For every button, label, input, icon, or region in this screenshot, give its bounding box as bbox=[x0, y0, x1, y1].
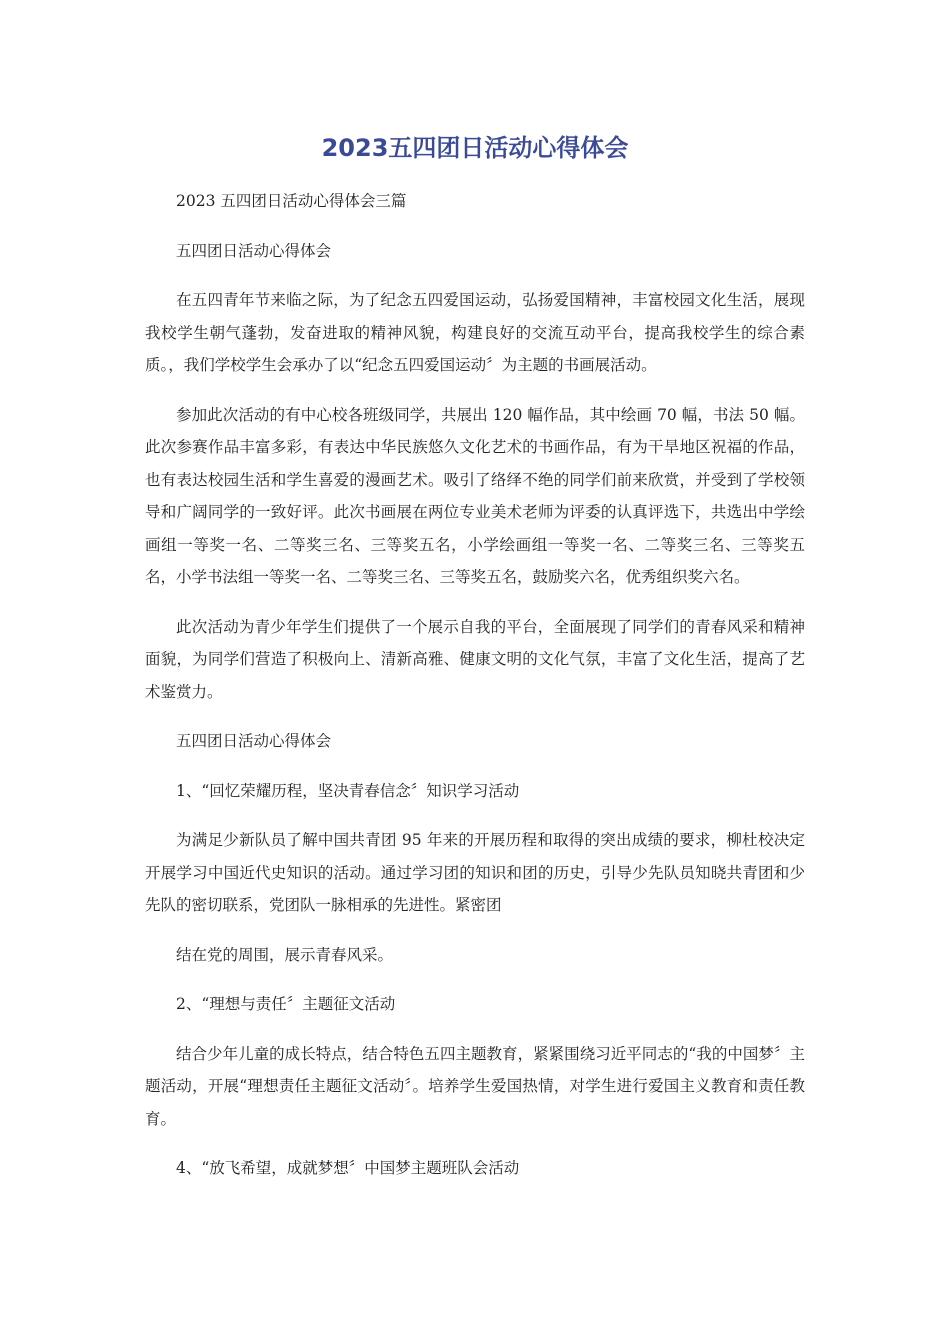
paragraph: 参加此次活动的有中心校各班级同学，共展出 120 幅作品，其中绘画 70 幅，书法 50 幅。此次参赛作品丰富多彩，有表达中华民族悠久文化艺术的书画作品，有为干旱地区祝福的作品，也有表达校园生活和学生喜爱的漫画艺术。吸引了络绎不绝的同学们前来欣赏，并受到了学校领导和广阔同学的一致好评。此次书画展在两位专业美术老师为评委的认真评选下，共选出中学绘画组一等奖一名、二等奖三名、三等奖五名，小学绘画组一等奖一名、二等奖三名、三等奖五名，小学书法组一等奖一名、二等奖三名、三等奖五名，鼓励奖六名，优秀组织奖六名。 bbox=[145, 405, 805, 586]
paragraph: 为满足少新队员了解中国共青团 95 年来的开展历程和取得的突出成绩的要求，柳杜校决定开展学习中国近代史知识的活动。通过学习团的知识和团的历史，引导少先队员知晓共青团和少先队的密切联系，党团队一脉相承的先进性。紧密团 bbox=[145, 831, 805, 914]
section-heading: 五四团日活动心得体会 bbox=[176, 241, 332, 260]
section-heading: 五四团日活动心得体会 bbox=[176, 732, 332, 750]
list-item-heading: 2、“理想与责任〞主题征文活动 bbox=[176, 995, 396, 1013]
document-title: 2023五四团日活动心得体会 bbox=[321, 134, 629, 162]
paragraph: 此次活动为青少年学生们提供了一个展示自我的平台，全面展现了同学们的青春风采和精神面貌，为同学们营造了积极向上、清新高雅、健康文明的文化气氛，丰富了文化生活，提高了艺术鉴赏力。 bbox=[145, 617, 805, 701]
list-item-heading: 4、“放飞希望，成就梦想〞中国梦主题班队会活动 bbox=[176, 1159, 520, 1177]
document-body bbox=[145, 185, 805, 1202]
paragraph: 在五四青年节来临之际，为了纪念五四爱国运动，弘扬爱国精神，丰富校园文化生活，展现我校学生朝气蓬勃，发奋进取的精神风貌，构建良好的交流互动平台，提高我校学生的综合素质。，我们学校学生会承办了以“纪念五四爱国运动〞为主题的书画展活动。 bbox=[145, 291, 805, 374]
paragraph: 结在党的周围，展示青春风采。 bbox=[176, 945, 394, 964]
list-item-heading: 1、“回忆荣耀历程，坚决青春信念〞知识学习活动 bbox=[176, 781, 520, 800]
paragraph: 结合少年儿童的成长特点，结合特色五四主题教育，紧紧围绕习近平同志的“我的中国梦〞主题活动，开展“理想责任主题征文活动〞。培养学生爱国热情，对学生进行爱国主义教育和责任教育。 bbox=[145, 1044, 805, 1128]
paragraph-subtitle: 2023 五四团日活动心得体会三篇 bbox=[176, 192, 407, 210]
